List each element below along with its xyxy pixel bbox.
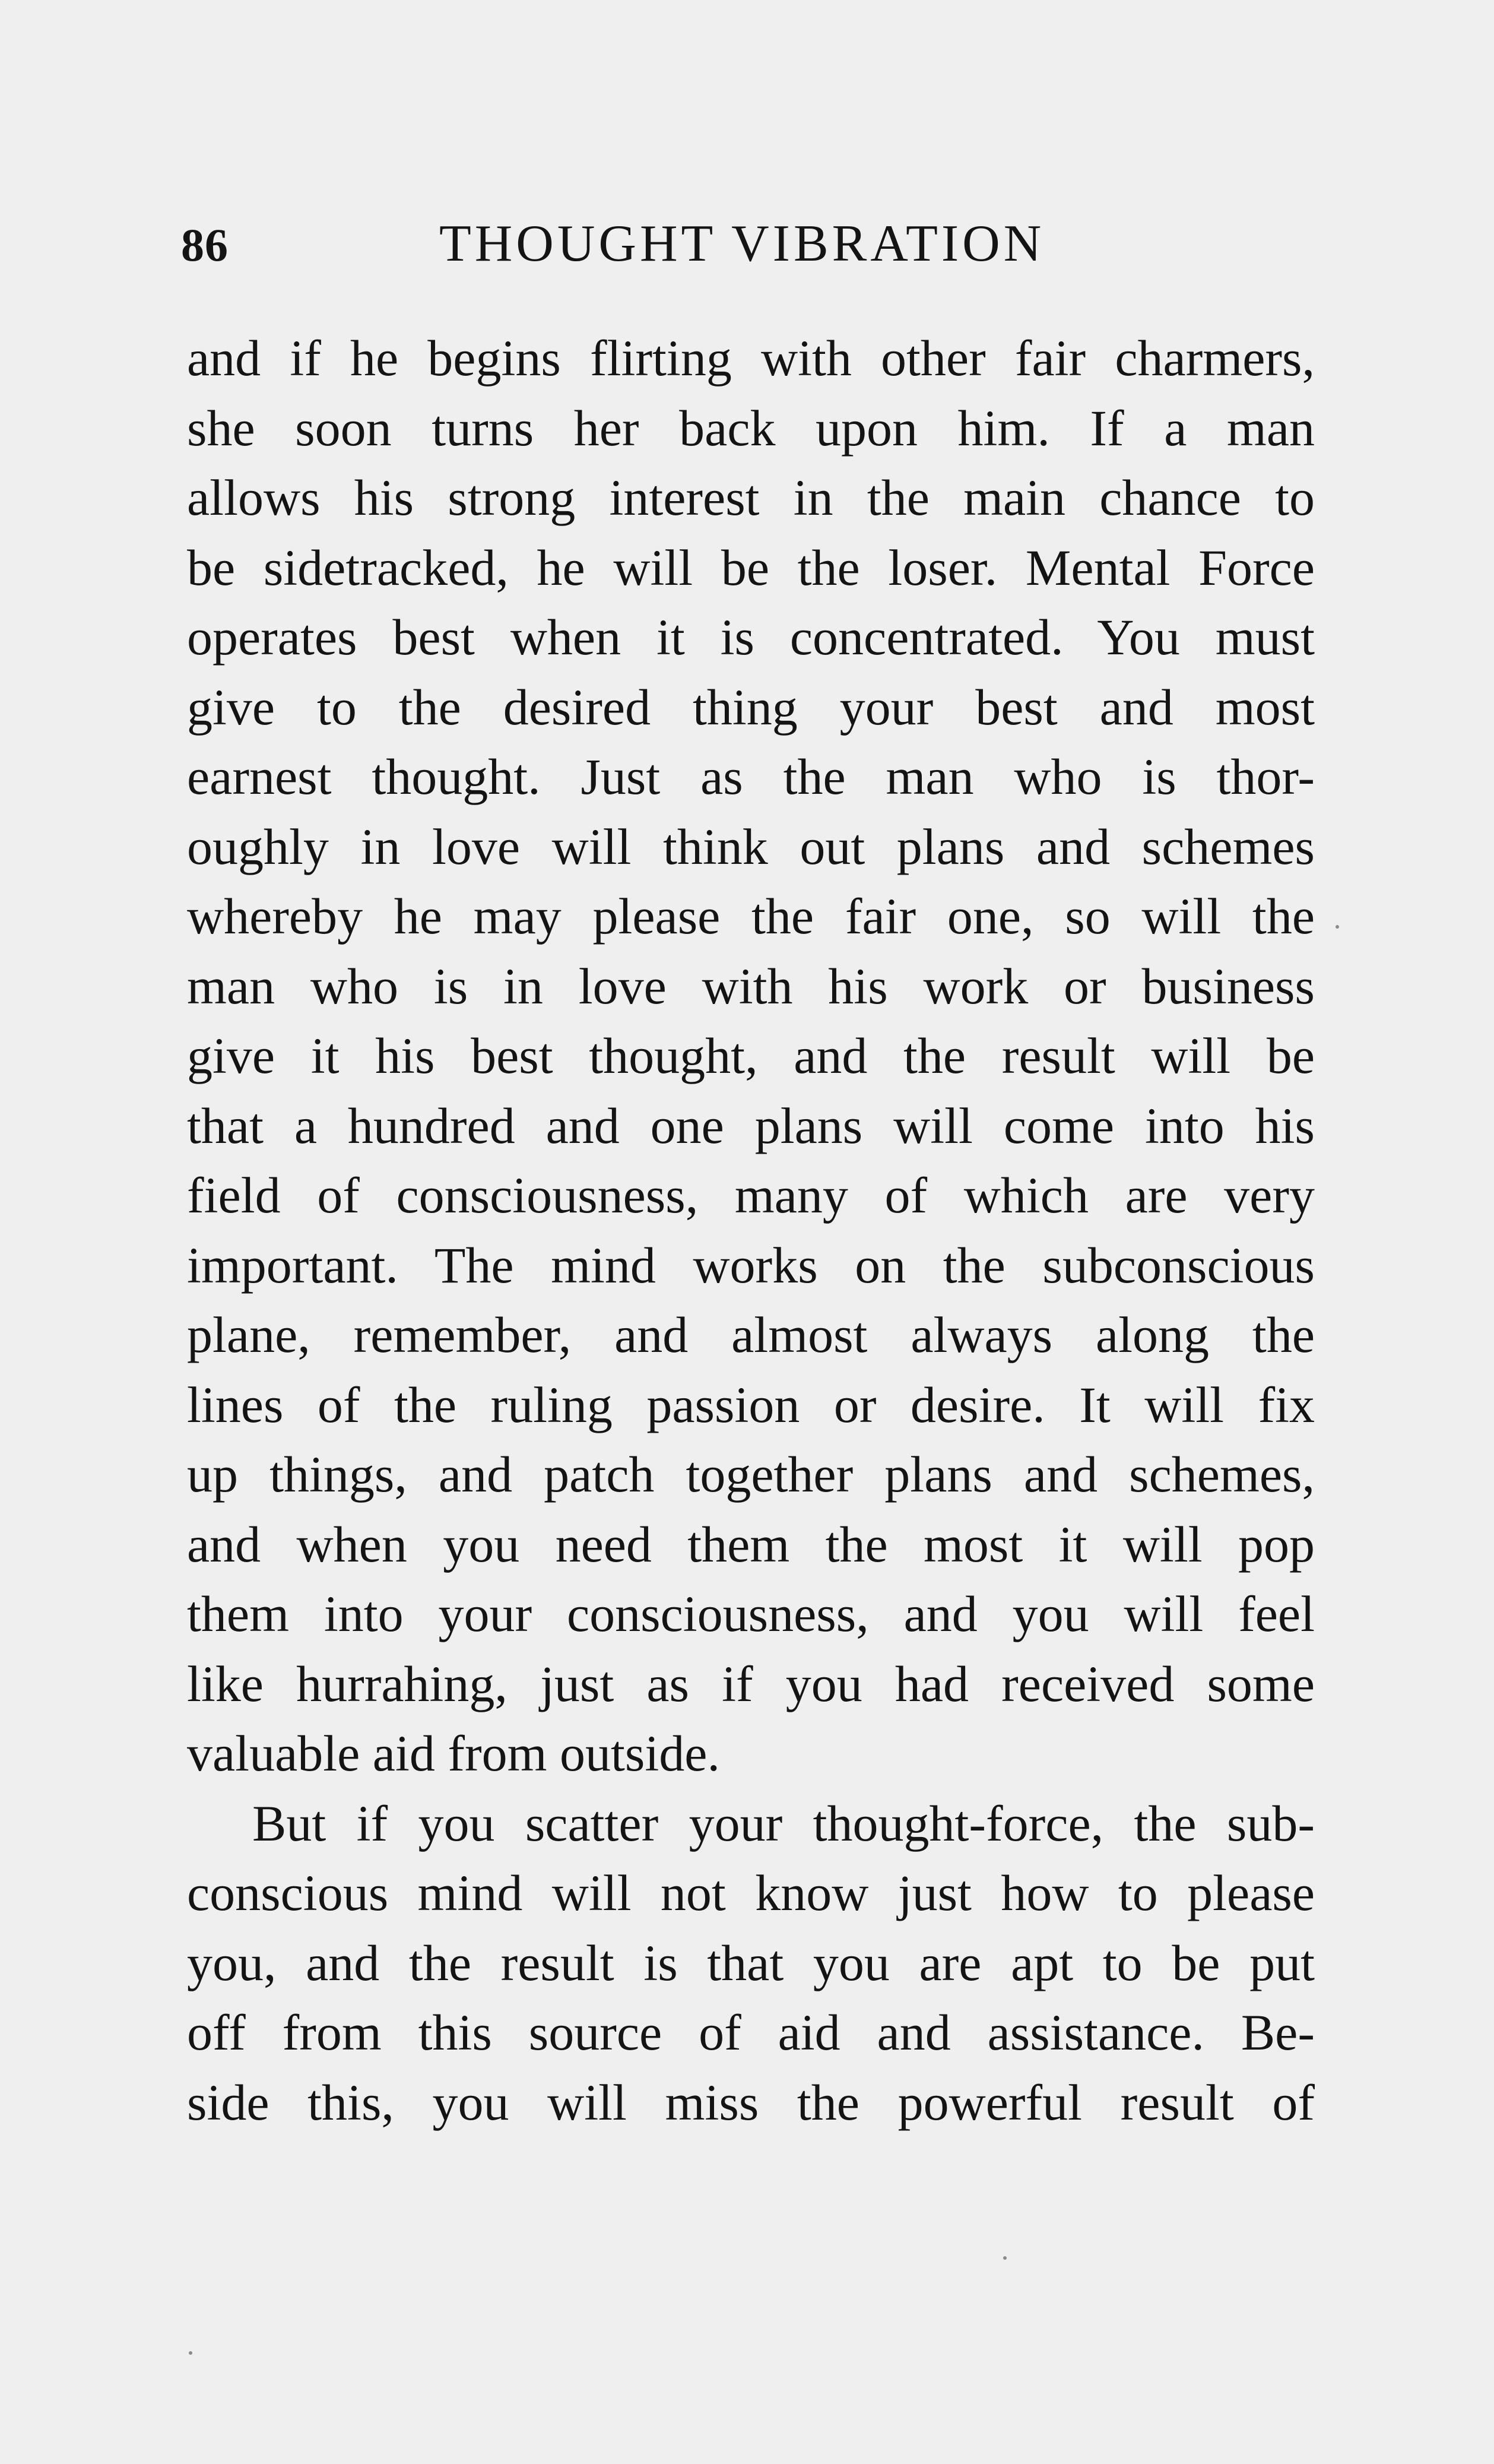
text-line: and if he begins flirting with other fair charmers, xyxy=(187,330,1315,387)
page-number: 86 xyxy=(181,219,229,271)
text-line: whereby he may please the fair one, so will the xyxy=(187,888,1315,945)
paragraph-2 xyxy=(187,1789,1315,2138)
text-line: plane, remember, and almost always along the xyxy=(187,1306,1315,1363)
scan-speck xyxy=(189,2351,192,2355)
text-line: earnest thought. Just as the man who is thor- xyxy=(187,748,1315,805)
text-line: off from this source of aid and assistance. Be- xyxy=(187,2004,1315,2061)
text-line: give to the desired thing your best and most xyxy=(187,678,1315,736)
text-line: side this, you will miss the powerful result of xyxy=(187,2073,1315,2131)
text-line: like hurrahing, just as if you had received some xyxy=(187,1655,1315,1712)
text-line: important. The mind works on the subconscious xyxy=(187,1236,1315,1294)
text-line: valuable aid from outside. xyxy=(187,1725,720,1782)
text-line: lines of the ruling passion or desire. It will fix xyxy=(187,1376,1315,1433)
text-line: oughly in love will think out plans and schemes xyxy=(187,818,1315,875)
text-line: she soon turns her back upon him. If a man xyxy=(187,399,1315,457)
text-line: allows his strong interest in the main chance to xyxy=(187,469,1315,526)
text-line: conscious mind will not know just how to please xyxy=(187,1864,1315,1921)
body-text xyxy=(187,324,1315,2137)
text-line: man who is in love with his work or business xyxy=(187,957,1315,1015)
text-line: operates best when it is concentrated. You must xyxy=(187,609,1315,666)
text-line: be sidetracked, he will be the loser. Mental Force xyxy=(187,539,1315,596)
text-line: that a hundred and one plans will come into his xyxy=(187,1097,1315,1154)
text-line: give it his best thought, and the result will be xyxy=(187,1027,1315,1084)
text-line: field of consciousness, many of which are very xyxy=(187,1167,1315,1224)
text-line: you, and the result is that you are apt to be put xyxy=(187,1934,1315,1991)
scan-speck xyxy=(1003,2256,1007,2260)
text-line: up things, and patch together plans and schemes, xyxy=(187,1446,1315,1503)
text-line: and when you need them the most it will pop xyxy=(187,1515,1315,1573)
text-line: But if you scatter your thought-force, the sub- xyxy=(252,1794,1315,1852)
page-header xyxy=(181,202,1315,291)
text-line: them into your consciousness, and you will feel xyxy=(187,1585,1315,1642)
running-title: THOUGHT VIBRATION xyxy=(439,215,1045,273)
paragraph-1 xyxy=(187,324,1315,1789)
scan-speck xyxy=(1336,925,1339,929)
